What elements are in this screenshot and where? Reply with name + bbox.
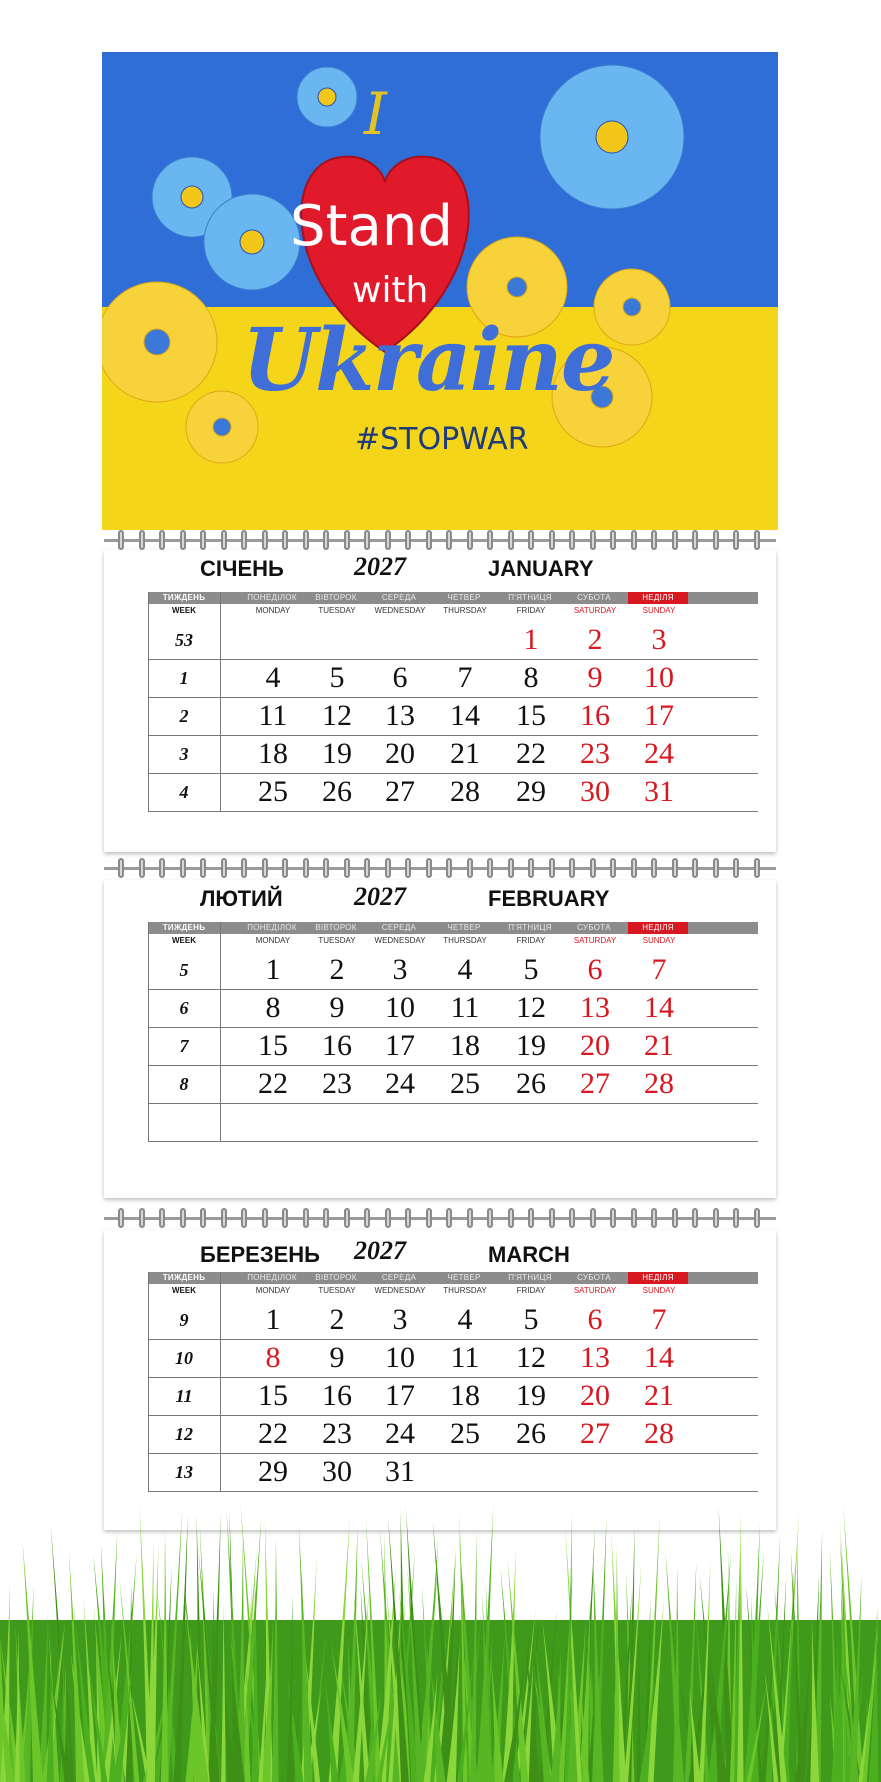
spiral-ring [487, 1208, 493, 1228]
spiral-ring [344, 1208, 350, 1228]
spiral-ring [549, 1208, 555, 1228]
week-header-ua: ТИЖДЕНЬ [162, 593, 206, 602]
day-cell: 25 [258, 775, 288, 808]
day-cell: 6 [587, 1303, 603, 1336]
day-header-tuesday: ВІВТОРОК [315, 1273, 357, 1282]
day-cell: 23 [322, 1067, 352, 1100]
day-cell: 13 [385, 699, 415, 732]
spiral-ring [631, 1208, 637, 1228]
month-year: 2027 [354, 1236, 406, 1265]
day-header-thursday: ЧЕТВЕР [447, 1273, 481, 1282]
day-name-monday: MONDAY [255, 1286, 291, 1295]
spiral-ring [467, 530, 473, 550]
day-name-sunday: SUNDAY [642, 1286, 676, 1295]
month-name-en: MARCH [488, 1242, 570, 1267]
spiral-ring [672, 1208, 678, 1228]
spiral-ring [733, 1208, 739, 1228]
week-number: 9 [179, 1310, 189, 1330]
grid-row-line [148, 1027, 758, 1028]
day-cell: 8 [523, 661, 539, 694]
day-cell: 17 [385, 1379, 415, 1412]
day-cell: 6 [392, 661, 408, 694]
spiral-ring [426, 1208, 432, 1228]
day-cell: 15 [258, 1379, 288, 1412]
day-cell: 17 [385, 1029, 415, 1062]
week-number: 11 [175, 1386, 193, 1406]
spiral-ring [508, 858, 514, 878]
day-cell: 6 [587, 953, 603, 986]
grass-image [0, 1500, 881, 1782]
day-header-friday: П'ЯТНИЦЯ [508, 593, 552, 602]
grid-row-line [148, 1377, 758, 1378]
spiral-ring [282, 1208, 288, 1228]
spiral-ring [262, 858, 268, 878]
day-cell: 20 [580, 1379, 610, 1412]
day-cell: 29 [516, 775, 546, 808]
week-number: 7 [179, 1036, 189, 1056]
spiral-ring [221, 1208, 227, 1228]
spiral-ring [610, 858, 616, 878]
day-cell: 2 [587, 623, 603, 656]
day-header-ua [148, 1272, 758, 1284]
day-cell: 10 [644, 661, 674, 694]
month-january [104, 550, 776, 852]
day-name-friday: FRIDAY [516, 606, 546, 615]
day-cell: 29 [258, 1455, 288, 1488]
day-cell: 16 [322, 1029, 352, 1062]
day-cell: 25 [450, 1417, 480, 1450]
poster-image [102, 52, 778, 530]
poster-ukraine: Ukraine [242, 310, 614, 411]
day-cell: 14 [644, 1341, 674, 1374]
spiral-ring [508, 1208, 514, 1228]
day-cell: 16 [322, 1379, 352, 1412]
day-cell: 21 [644, 1029, 674, 1062]
poster-artwork [102, 52, 778, 530]
day-cell: 28 [644, 1417, 674, 1450]
day-cell: 27 [385, 775, 415, 808]
spiral-ring [754, 1208, 760, 1228]
spiral-ring [262, 530, 268, 550]
spiral-ring [364, 1208, 370, 1228]
day-cell: 30 [580, 775, 610, 808]
day-header-sunday: НЕДІЛЯ [628, 922, 688, 934]
day-name-wednesday: WEDNESDAY [374, 1286, 426, 1295]
spiral-ring [323, 858, 329, 878]
spiral-ring [200, 530, 206, 550]
spiral-ring [713, 1208, 719, 1228]
spiral-ring [426, 858, 432, 878]
spiral-ring [118, 858, 124, 878]
day-header-wednesday: СЕРЕДА [381, 1273, 417, 1282]
day-cell: 9 [329, 991, 345, 1024]
day-cell: 11 [258, 699, 288, 732]
spiral-ring [364, 530, 370, 550]
grid-row-line [148, 1065, 758, 1066]
day-cell: 5 [523, 953, 539, 986]
day-cell: 25 [450, 1067, 480, 1100]
spiral-binding [104, 530, 776, 552]
spiral-ring [692, 530, 698, 550]
day-cell: 26 [516, 1417, 546, 1450]
month-name-en: JANUARY [488, 556, 594, 581]
spiral-binding [104, 858, 776, 880]
day-header-thursday: ЧЕТВЕР [447, 593, 481, 602]
day-cell: 18 [258, 737, 288, 770]
day-header-en [148, 606, 758, 618]
day-cell: 3 [392, 1303, 408, 1336]
grid-row-line [148, 697, 758, 698]
spiral-ring [754, 858, 760, 878]
spiral-ring [672, 530, 678, 550]
day-cell: 4 [265, 661, 281, 694]
grid-line-left [148, 922, 149, 1142]
spiral-ring [323, 530, 329, 550]
spiral-ring [549, 858, 555, 878]
day-cell: 7 [457, 661, 473, 694]
spiral-ring [651, 1208, 657, 1228]
day-cell: 23 [322, 1417, 352, 1450]
spiral-ring [610, 530, 616, 550]
day-cell: 14 [644, 991, 674, 1024]
spiral-ring [385, 1208, 391, 1228]
grid-line-week [220, 1272, 221, 1492]
spiral-ring [733, 530, 739, 550]
week-number: 6 [179, 998, 189, 1018]
day-cell: 27 [580, 1417, 610, 1450]
day-cell: 13 [580, 991, 610, 1024]
day-header-monday: ПОНЕДІЛОК [247, 923, 297, 932]
week-header-ua: ТИЖДЕНЬ [162, 923, 206, 932]
week-number: 53 [175, 630, 193, 650]
spiral-ring [139, 530, 145, 550]
day-header-thursday: ЧЕТВЕР [447, 923, 481, 932]
day-cell: 27 [580, 1067, 610, 1100]
spiral-ring [200, 858, 206, 878]
day-cell: 12 [516, 991, 546, 1024]
day-cell: 8 [265, 1341, 281, 1374]
spiral-ring [221, 858, 227, 878]
day-name-saturday: SATURDAY [573, 936, 617, 945]
day-header-monday: ПОНЕДІЛОК [247, 593, 297, 602]
week-number: 3 [179, 744, 189, 764]
spiral-ring [713, 858, 719, 878]
week-header-ua: ТИЖДЕНЬ [162, 1273, 206, 1282]
day-cell: 9 [587, 661, 603, 694]
day-name-saturday: SATURDAY [573, 1286, 617, 1295]
day-cell: 7 [651, 953, 667, 986]
week-number: 4 [179, 782, 189, 802]
grid-row-line [148, 773, 758, 774]
day-cell: 18 [450, 1379, 480, 1412]
spiral-ring [713, 530, 719, 550]
spiral-ring [528, 530, 534, 550]
spiral-ring [549, 530, 555, 550]
grid-row-line [148, 1491, 758, 1492]
spiral-ring [139, 1208, 145, 1228]
day-cell: 19 [322, 737, 352, 770]
day-cell: 24 [644, 737, 674, 770]
day-cell: 5 [329, 661, 345, 694]
spiral-ring [569, 530, 575, 550]
day-header-friday: П'ЯТНИЦЯ [508, 923, 552, 932]
day-name-wednesday: WEDNESDAY [374, 936, 426, 945]
day-header-tuesday: ВІВТОРОК [315, 593, 357, 602]
day-cell: 5 [523, 1303, 539, 1336]
day-name-monday: MONDAY [255, 936, 291, 945]
spiral-ring [303, 530, 309, 550]
day-cell: 10 [385, 1341, 415, 1374]
spiral-ring [754, 530, 760, 550]
month-name-ua: ЛЮТИЙ [200, 886, 283, 911]
day-name-tuesday: TUESDAY [318, 1286, 356, 1295]
day-name-tuesday: TUESDAY [318, 606, 356, 615]
grid-row-line [148, 1141, 758, 1142]
spiral-ring [159, 858, 165, 878]
day-cell: 31 [644, 775, 674, 808]
spiral-ring [446, 530, 452, 550]
day-cell: 28 [450, 775, 480, 808]
day-cell: 15 [516, 699, 546, 732]
day-cell: 21 [644, 1379, 674, 1412]
day-cell: 10 [385, 991, 415, 1024]
spiral-ring [631, 530, 637, 550]
day-header-wednesday: СЕРЕДА [381, 593, 417, 602]
day-cell: 14 [450, 699, 480, 732]
day-header-tuesday: ВІВТОРОК [315, 923, 357, 932]
spiral-ring [200, 1208, 206, 1228]
day-header-saturday: СУБОТА [577, 923, 611, 932]
day-name-sunday: SUNDAY [642, 606, 676, 615]
spiral-ring [221, 530, 227, 550]
grid-row-line [148, 1339, 758, 1340]
day-cell: 31 [385, 1455, 415, 1488]
spiral-ring [692, 1208, 698, 1228]
day-cell: 1 [265, 953, 281, 986]
day-name-thursday: THURSDAY [443, 1286, 487, 1295]
day-header-saturday: СУБОТА [577, 593, 611, 602]
month-year: 2027 [354, 552, 406, 581]
spiral-ring [282, 530, 288, 550]
spiral-ring [446, 1208, 452, 1228]
spiral-ring [426, 530, 432, 550]
day-cell: 30 [322, 1455, 352, 1488]
spiral-ring [405, 1208, 411, 1228]
day-name-thursday: THURSDAY [443, 936, 487, 945]
spiral-ring [569, 858, 575, 878]
day-name-tuesday: TUESDAY [318, 936, 356, 945]
spiral-ring [487, 858, 493, 878]
day-cell: 9 [329, 1341, 345, 1374]
day-cell: 2 [329, 953, 345, 986]
spiral-ring [303, 1208, 309, 1228]
spiral-ring [241, 1208, 247, 1228]
spiral-ring [569, 1208, 575, 1228]
spiral-ring [344, 858, 350, 878]
grid-row-line [148, 735, 758, 736]
day-cell: 4 [457, 1303, 473, 1336]
spiral-ring [282, 858, 288, 878]
day-cell: 8 [265, 991, 281, 1024]
day-header-saturday: СУБОТА [577, 1273, 611, 1282]
spiral-ring [631, 858, 637, 878]
day-cell: 11 [450, 991, 480, 1024]
week-number: 10 [175, 1348, 193, 1368]
day-cell: 24 [385, 1417, 415, 1450]
day-cell: 12 [322, 699, 352, 732]
grid-row-line [148, 1103, 758, 1104]
spiral-ring [323, 1208, 329, 1228]
day-header-sunday: НЕДІЛЯ [628, 1272, 688, 1284]
spiral-ring [487, 530, 493, 550]
week-number: 1 [179, 668, 189, 688]
spiral-ring [159, 530, 165, 550]
poster-hashtag: #STOPWAR [355, 422, 529, 457]
spiral-ring [159, 1208, 165, 1228]
month-name-ua: БЕРЕЗЕНЬ [200, 1242, 320, 1267]
spiral-ring [405, 858, 411, 878]
day-cell: 22 [258, 1417, 288, 1450]
day-name-monday: MONDAY [255, 606, 291, 615]
grid-row-line [148, 659, 758, 660]
day-cell: 20 [580, 1029, 610, 1062]
spiral-ring [651, 530, 657, 550]
day-cell: 3 [392, 953, 408, 986]
day-header-friday: П'ЯТНИЦЯ [508, 1273, 552, 1282]
day-name-saturday: SATURDAY [573, 606, 617, 615]
week-number: 12 [175, 1424, 193, 1444]
day-cell: 21 [450, 737, 480, 770]
day-cell: 7 [651, 1303, 667, 1336]
spiral-ring [180, 530, 186, 550]
day-header-sunday: НЕДІЛЯ [628, 592, 688, 604]
day-cell: 17 [644, 699, 674, 732]
week-number: 8 [179, 1074, 189, 1094]
day-cell: 26 [322, 775, 352, 808]
day-header-ua [148, 922, 758, 934]
grid-row-line [148, 989, 758, 990]
day-cell: 24 [385, 1067, 415, 1100]
day-name-friday: FRIDAY [516, 1286, 546, 1295]
day-name-thursday: THURSDAY [443, 606, 487, 615]
spiral-ring [508, 530, 514, 550]
grid-row-line [148, 811, 758, 812]
poster-stand: Stand [290, 194, 453, 259]
day-header-wednesday: СЕРЕДА [381, 923, 417, 932]
spiral-ring [262, 1208, 268, 1228]
week-number: 5 [179, 960, 189, 980]
day-cell: 13 [580, 1341, 610, 1374]
month-march [104, 1230, 776, 1530]
grid-row-line [148, 1415, 758, 1416]
day-cell: 4 [457, 953, 473, 986]
grid-line-week [220, 922, 221, 1142]
day-cell: 3 [651, 623, 667, 656]
month-name-ua: СІЧЕНЬ [200, 556, 284, 581]
day-cell: 20 [385, 737, 415, 770]
grid-row-line [148, 1453, 758, 1454]
grid-line-week [220, 592, 221, 812]
spiral-ring [180, 1208, 186, 1228]
day-cell: 18 [450, 1029, 480, 1062]
day-name-sunday: SUNDAY [642, 936, 676, 945]
day-cell: 26 [516, 1067, 546, 1100]
spiral-ring [385, 858, 391, 878]
day-cell: 19 [516, 1029, 546, 1062]
day-cell: 22 [258, 1067, 288, 1100]
day-name-friday: FRIDAY [516, 936, 546, 945]
poster-i: I [364, 80, 387, 148]
spiral-ring [364, 858, 370, 878]
spiral-ring [467, 1208, 473, 1228]
spiral-ring [692, 858, 698, 878]
spiral-ring [651, 858, 657, 878]
grid-line-left [148, 592, 149, 812]
day-cell: 1 [523, 623, 539, 656]
spiral-ring [672, 858, 678, 878]
month-february [104, 880, 776, 1198]
spiral-ring [528, 1208, 534, 1228]
week-header-en: WEEK [172, 936, 196, 945]
spiral-ring [303, 858, 309, 878]
day-cell: 16 [580, 699, 610, 732]
spiral-ring [180, 858, 186, 878]
spiral-ring [590, 858, 596, 878]
spiral-ring [590, 1208, 596, 1228]
week-header-en: WEEK [172, 606, 196, 615]
spiral-ring [385, 530, 391, 550]
spiral-ring [528, 858, 534, 878]
month-name-en: FEBRUARY [488, 886, 610, 911]
day-cell: 11 [450, 1341, 480, 1374]
spiral-ring [241, 530, 247, 550]
day-cell: 1 [265, 1303, 281, 1336]
spiral-ring [610, 1208, 616, 1228]
spiral-ring [139, 858, 145, 878]
day-cell: 12 [516, 1341, 546, 1374]
spiral-ring [467, 858, 473, 878]
month-year: 2027 [354, 882, 406, 911]
spiral-ring [446, 858, 452, 878]
day-header-monday: ПОНЕДІЛОК [247, 1273, 297, 1282]
day-cell: 23 [580, 737, 610, 770]
spiral-ring [344, 530, 350, 550]
day-header-ua [148, 592, 758, 604]
week-header-en: WEEK [172, 1286, 196, 1295]
day-header-en [148, 1286, 758, 1298]
week-number: 13 [175, 1462, 193, 1482]
day-cell: 2 [329, 1303, 345, 1336]
poster-with: with [352, 270, 429, 311]
spiral-ring [118, 530, 124, 550]
spiral-ring [733, 858, 739, 878]
day-cell: 19 [516, 1379, 546, 1412]
spiral-binding [104, 1208, 776, 1230]
spiral-ring [241, 858, 247, 878]
week-number: 2 [179, 706, 189, 726]
spiral-ring [590, 530, 596, 550]
day-cell: 22 [516, 737, 546, 770]
spiral-ring [405, 530, 411, 550]
day-cell: 15 [258, 1029, 288, 1062]
grid-line-left [148, 1272, 149, 1492]
day-cell: 28 [644, 1067, 674, 1100]
day-name-wednesday: WEDNESDAY [374, 606, 426, 615]
spiral-ring [118, 1208, 124, 1228]
day-header-en [148, 936, 758, 948]
